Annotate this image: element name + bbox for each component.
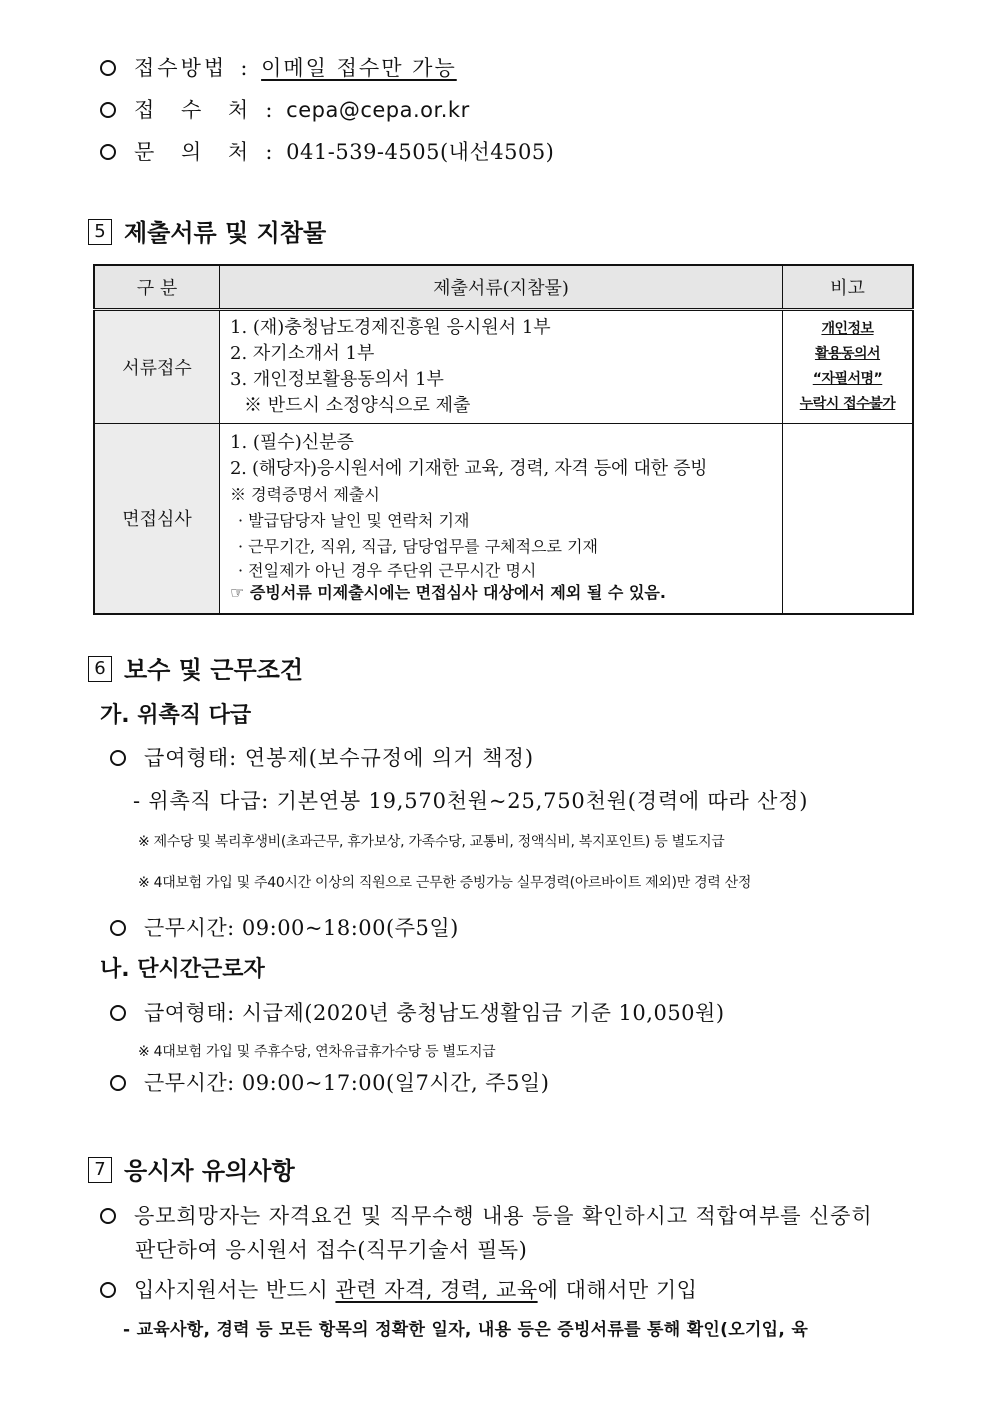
hollow-circle-bullet-icon <box>100 1282 116 1298</box>
a-note2: ※ 4대보험 가입 및 주40시간 이상의 직원으로 근무한 증빙가능 실무경력(아르바이트 제외)만 경력 산정 <box>138 875 752 891</box>
remark-line: “자필서명” <box>812 371 883 387</box>
s7-item2-after: 에 대해서만 기입 <box>537 1278 698 1302</box>
table-row <box>94 310 913 424</box>
hollow-circle-bullet-icon <box>100 102 116 118</box>
s7-item2-line <box>100 1274 697 1304</box>
remark-line: 활용동의서 <box>814 346 881 362</box>
hollow-circle-bullet-icon <box>100 144 116 160</box>
s7-item2-underlined: 관련 자격, 경력, 교육 <box>335 1278 538 1302</box>
contact-method-label: 접수방법 <box>134 56 228 80</box>
hollow-circle-bullet-icon <box>110 750 126 766</box>
b-pay-type: 급여형태: 시급제(2020년 충청남도생활임금 기준 10,050원) <box>144 1001 725 1025</box>
b-hours-line <box>110 1067 549 1097</box>
note-item: ※ 경력증명서 제출시 <box>230 485 380 504</box>
section6-title: 보수 및 근무조건 <box>124 656 303 684</box>
hollow-circle-bullet-icon <box>110 920 126 936</box>
list-item: 3. 개인정보활용동의서 1부 <box>230 369 444 390</box>
remark-line: 누락시 접수불가 <box>799 396 896 412</box>
hollow-circle-bullet-icon <box>110 1005 126 1021</box>
list-item: 1. (필수)신분증 <box>230 432 354 453</box>
contact-phone-line <box>100 136 554 166</box>
note-item: · 근무기간, 직위, 직급, 담당업무를 구체적으로 기재 <box>238 537 598 556</box>
row-remark-empty <box>783 424 914 614</box>
row-category: 서류접수 <box>94 310 220 424</box>
section5-title: 제출서류 및 지참물 <box>124 219 327 247</box>
separator: : <box>265 140 273 164</box>
subsection-b-title: 나. 단시간근로자 <box>100 957 265 982</box>
header-remark: 비고 <box>783 265 914 310</box>
contact-phone-label: 문 의 처 <box>134 140 259 164</box>
table-header-row <box>94 265 913 310</box>
table-row <box>94 424 913 614</box>
section5-number: 5 <box>88 219 112 245</box>
contact-email-label: 접 수 처 <box>134 98 259 122</box>
s7-item1-line1 <box>100 1200 873 1230</box>
s7-item1-line2: 판단하여 응시원서 접수(직무기술서 필독) <box>135 1238 528 1262</box>
row-category: 면접심사 <box>94 424 220 614</box>
section6-heading <box>88 650 303 685</box>
list-item: 2. (해당자)응시원서에 기재한 교육, 경력, 자격 등에 대한 증빙 <box>230 458 708 479</box>
a-note1: ※ 제수당 및 복리후생비(초과근무, 휴가보상, 가족수당, 교통비, 정액식비, 복지포인트) 등 별도지급 <box>138 834 725 850</box>
a-hours: 근무시간: 09:00~18:00(주5일) <box>144 916 459 940</box>
section7-number: 7 <box>88 1157 112 1183</box>
row-remark <box>783 310 914 424</box>
contact-method-value: 이메일 접수만 가능 <box>261 56 457 80</box>
a-hours-line <box>110 912 459 942</box>
hollow-circle-bullet-icon <box>100 1208 116 1224</box>
row-documents <box>220 310 783 424</box>
contact-phone-value: 041-539-4505(내선4505) <box>286 140 555 164</box>
section7-title: 응시자 유의사항 <box>124 1157 295 1185</box>
header-documents: 제출서류(지참물) <box>220 265 783 310</box>
note-item: · 전일제가 아닌 경우 주단위 근무시간 명시 <box>238 561 537 580</box>
s7-item2-before: 입사지원서는 반드시 <box>134 1278 336 1302</box>
row-documents <box>220 424 783 614</box>
s7-item1-text: 응모희망자는 자격요건 및 직무수행 내용 등을 확인하시고 적합여부를 신중히 <box>134 1204 873 1228</box>
contact-method-line <box>100 52 457 82</box>
separator: : <box>265 98 273 122</box>
note-item: · 발급담당자 날인 및 연락처 기재 <box>238 511 470 530</box>
subsection-a-title: 가. 위촉직 다급 <box>100 703 252 728</box>
documents-table <box>93 264 914 615</box>
b-pay-type-line <box>110 997 725 1027</box>
contact-email-value[interactable]: cepa@cepa.or.kr <box>286 98 470 122</box>
section6-number: 6 <box>88 656 112 682</box>
b-hours: 근무시간: 09:00~17:00(일7시간, 주5일) <box>144 1071 550 1095</box>
separator: : <box>240 56 248 80</box>
remark-line: 개인정보 <box>821 321 874 337</box>
section7-heading <box>88 1151 295 1186</box>
hollow-circle-bullet-icon <box>100 60 116 76</box>
s7-item2-detail: - 교육사항, 경력 등 모든 항목의 정확한 일자, 내용 등은 증빙서류를 통해 확인(오기입, 육 <box>123 1320 809 1340</box>
hollow-circle-bullet-icon <box>110 1075 126 1091</box>
a-pay-detail: - 위촉직 다급: 기본연봉 19,570천원~25,750천원(경력에 따라 산정) <box>133 789 809 813</box>
list-item: ※ 반드시 소정양식으로 제출 <box>244 395 471 416</box>
warning-note: ☞ 증빙서류 미제출시에는 면접심사 대상에서 제외 될 수 있음. <box>230 583 666 602</box>
list-item: 2. 자기소개서 1부 <box>230 343 375 364</box>
b-note: ※ 4대보험 가입 및 주휴수당, 연차유급휴가수당 등 별도지급 <box>138 1044 496 1060</box>
header-category: 구 분 <box>94 265 220 310</box>
a-pay-type: 급여형태: 연봉제(보수규정에 의거 책정) <box>144 746 535 770</box>
a-pay-type-line <box>110 742 534 772</box>
list-item: 1. (재)충청남도경제진흥원 응시원서 1부 <box>230 317 551 338</box>
section5-heading <box>88 213 326 248</box>
contact-email-line <box>100 94 470 124</box>
